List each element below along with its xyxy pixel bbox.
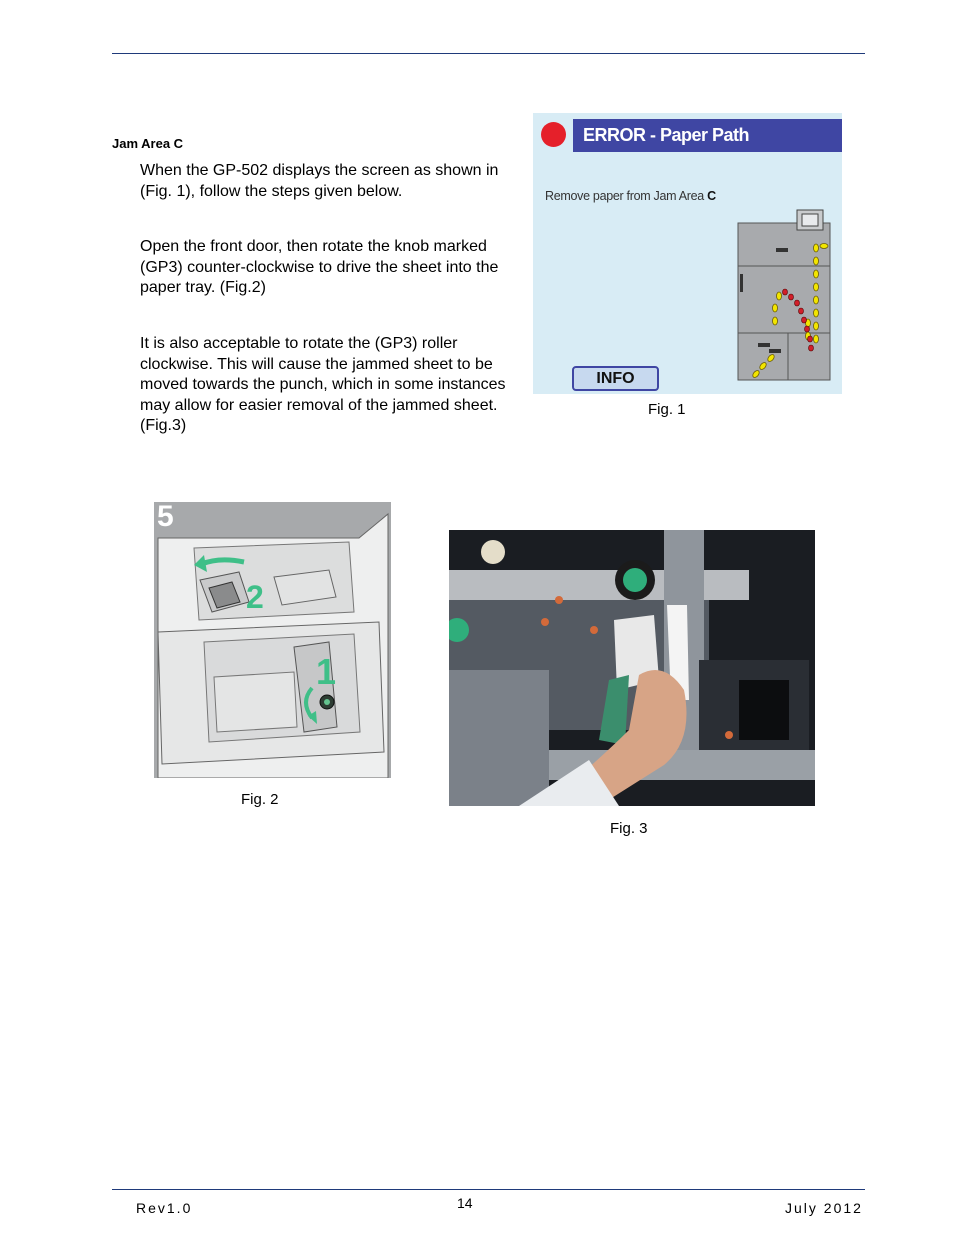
info-button[interactable]: INFO xyxy=(572,366,659,391)
machine-diagram xyxy=(728,208,838,388)
header-rule xyxy=(112,53,865,54)
error-message xyxy=(545,189,716,203)
fig3-caption: Fig. 3 xyxy=(610,820,648,837)
step-number: 5 xyxy=(157,502,174,533)
paragraph-alternative: It is also acceptable to rotate the (GP3) roller clockwise. This will cause the jammed sheet to be moved towards the punch, which in some instances may allow for easier removal of the jammed sheet. (Fig.3) xyxy=(140,335,506,434)
photo-rendering xyxy=(449,530,815,806)
footer-date: July 2012 xyxy=(785,1200,863,1216)
section-heading: Jam Area C xyxy=(112,136,184,151)
error-screen-figure xyxy=(533,113,842,394)
error-message-text: Remove paper from Jam Area xyxy=(545,189,704,203)
paragraph-step: Open the front door, then rotate the knob marked (GP3) counter-clockwise to drive the sheet into the paper tray. (Fig.2) xyxy=(140,238,499,296)
jam-area-letter: C xyxy=(707,189,716,203)
callout-1: 1 xyxy=(316,651,337,692)
knob-rotation-illustration xyxy=(154,502,391,778)
error-title-bar xyxy=(573,119,842,152)
finisher-line-drawing xyxy=(154,502,391,778)
error-title: ERROR - Paper Path xyxy=(583,125,750,145)
fig1-caption: Fig. 1 xyxy=(648,401,686,418)
fig2-caption: Fig. 2 xyxy=(241,791,279,808)
page-number: 14 xyxy=(457,1195,473,1211)
jam-removal-photo xyxy=(449,530,815,806)
callout-2: 2 xyxy=(246,579,264,615)
paragraph-intro: When the GP-502 displays the screen as shown in (Fig. 1), follow the steps given below. xyxy=(140,162,499,200)
error-indicator-dot xyxy=(541,122,566,147)
footer-revision: Rev1.0 xyxy=(136,1200,193,1216)
footer-rule xyxy=(112,1189,865,1190)
